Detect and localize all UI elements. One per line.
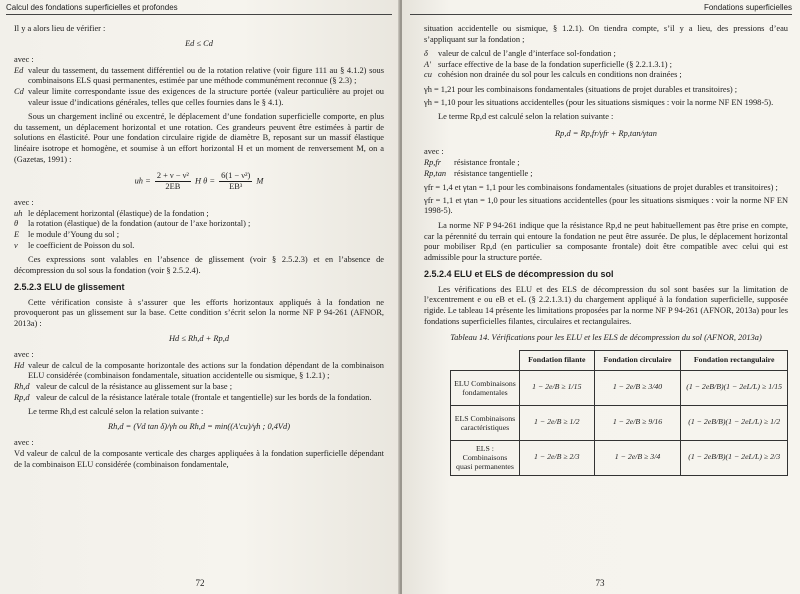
definition-theta <box>14 219 384 230</box>
symbol: Cd <box>14 86 24 96</box>
equation-ed-cd: Ed ≤ Cd <box>185 38 213 48</box>
gamma-fr-accidental: γfr = 1,1 et γtan = 1,0 pour les situations accidentelles (pour les situations sismiques : voir la norme NF EN 1998-5). <box>424 195 788 216</box>
paragraph-decompression: Les vérifications des ELU et des ELS de décompression du sol sont basées sur la limitation de l’excentrement e ou eB et eL (§ 2.2.1.3.1) du chargement appliqué à la fondation superficielle, supposée rigide. Le tableau 14 présente les limitations proposées par la norme NF P 94-261 (AFNOR, 2013a) pour les fondations superficielles filantes, circulaires et rectangulaires. <box>424 284 788 326</box>
table-header: Fondation circulaire <box>594 350 681 370</box>
table-header-empty <box>451 350 520 370</box>
table-cell: 1 − 2e/B ≥ 9/16 <box>594 405 681 440</box>
header-rule <box>410 14 792 15</box>
table-cell: (1 − 2eB/B)(1 − 2eL/L) ≥ 1/15 <box>681 370 788 405</box>
row-label: ELS Combinaisons caractéristiques <box>451 405 520 440</box>
symbol: θ <box>14 219 19 229</box>
eq-mid: H θ = <box>195 176 216 186</box>
verification-table <box>450 350 788 476</box>
table-row <box>451 440 788 475</box>
paragraph-norme: La norme NF P 94-261 indique que la résistance Rp,d ne peut habituellement pas être prise en compte, car la pérennité du terrain qui entoure la fondation ne peut être assurée. De plus, le déplacement horizontal pour mobiliser Rp,d (en particulier sa composante frontale) doit être compatible avec celui qui est admissible pour la structure portée. <box>424 220 788 262</box>
definition-cd <box>14 87 384 108</box>
gamma-fr-fundamental: γfr = 1,4 et γtan = 1,1 pour les combinaisons fondamentales (situations de projet durables et transitoires) ; <box>424 183 778 193</box>
definition-text: surface effective de la base de la fondation superficielle (§ 2.2.1.3.1) ; <box>438 59 673 69</box>
paragraph-rhd: Le terme Rh,d est calculé selon la relation suivante : <box>28 407 204 417</box>
definitions-rpd <box>424 158 788 179</box>
table-header: Fondation filante <box>519 350 594 370</box>
section-heading-decompression: 2.5.2.4 ELU et ELS de décompression du sol <box>424 269 614 280</box>
definition-delta <box>424 49 788 60</box>
symbol: Hd <box>14 360 25 370</box>
definition-text: valeur du tassement, du tassement différentiel ou de la rotation relative (voir figure 111 au § 4.1.2) sous combinaisons ELS quasi permanentes, estimée par une méthode communément reconnue (§ 2.3) ; <box>28 65 384 86</box>
table-row <box>451 370 788 405</box>
numerator: 2 + ν − ν² <box>156 171 189 181</box>
table-header: Fondation rectangulaire <box>681 350 788 370</box>
definition-text: valeur de calcul de l’angle d’interface sol-fondation ; <box>438 49 616 59</box>
definitions-displacement <box>14 209 384 251</box>
definition-e <box>14 230 384 241</box>
definition-vd: Vd valeur de calcul de la composante verticale des charges appliquées à la fondation superficielle dépendant de la combinaison ELU considérée (combinaison fondamentale, <box>14 449 384 469</box>
definition-text: résistance frontale ; <box>454 157 520 167</box>
right-page <box>402 0 800 594</box>
paragraph-validity: Ces expressions sont valables en l’absence de glissement (voir § 2.5.2.3) et en l’absence de décompression du sol sous la fondation (voir § 2.5.2.4). <box>14 255 384 275</box>
denominator: EB³ <box>229 182 243 192</box>
table-cell: 1 − 2e/B ≥ 1/15 <box>519 370 594 405</box>
definition-ed <box>14 66 384 87</box>
avec-label: avec : <box>14 55 34 65</box>
page-number-left: 72 <box>195 578 205 588</box>
paragraph-rpd: Le terme Rp,d est calculé selon la relation suivante : <box>438 112 614 122</box>
definition-rptan <box>424 169 788 180</box>
fraction-theta <box>219 171 252 192</box>
avec-label: avec : <box>14 350 34 360</box>
left-text-column <box>14 24 384 474</box>
definition-rpfr <box>424 158 788 169</box>
definitions-delta <box>424 49 788 81</box>
gamma-h-fundamental: γh = 1,21 pour les combinaisons fondamentales (situations de projet durables et transitoires) ; <box>424 84 738 94</box>
symbol: δ <box>424 49 428 59</box>
paragraph-glissement: Cette vérification consiste à s’assurer que les efforts horizontaux appliqués à la fondation ne provoqueront pas un glissement sur la base. Cette condition s’écrit selon la norme NF P 94-261 (AFNOR, 2013a) : <box>14 297 384 329</box>
paragraph-gazetas: Sous un chargement incliné ou excentré, le déplacement d’une fondation superficielle comporte, en plus du tassement, un déplacement horizontal et une rotation. Ces grandeurs peuvent être estimées à partir de solutions en élasticité. Pour une fondation circulaire rigide de diamètre B, reposant sur un massif élastique linéaire isotrope et homogène, et soumise à un effort horizontal H et un moment de renversement M, on a (Gazetas, 1991) : <box>14 112 384 164</box>
table-caption: Tableau 14. Vérifications pour les ELU et les ELS de décompression du sol (AFNOR, 2013a) <box>450 333 762 343</box>
symbol: A′ <box>424 59 431 69</box>
definition-text: le coefficient de Poisson du sol. <box>28 240 135 250</box>
symbol: ν <box>14 240 18 250</box>
avec-label: avec : <box>424 147 444 157</box>
eq-end: M <box>256 176 264 186</box>
symbol: uh <box>14 208 23 218</box>
definition-text: valeur de calcul de la composante horizontale des actions sur la fondation dépendant de la combinaison ELU considérée (combinaison fondamentale, situation accidentelle ou sismique, § 1.2.1) ; <box>28 360 384 381</box>
running-head-left: Calcul des fondations superficielles et profondes <box>6 3 178 12</box>
definition-text: valeur de calcul de la résistance au glissement sur la base ; <box>36 382 233 392</box>
symbol: Ed <box>14 65 24 75</box>
page-number-right: 73 <box>595 578 605 588</box>
definition-text: résistance tangentielle ; <box>454 168 533 178</box>
numerator: 6(1 − ν²) <box>221 171 251 181</box>
symbol: E <box>14 229 20 239</box>
gamma-h-accidental: γh = 1,10 pour les situations accidentelles (pour les situations sismiques : voir la norme NF EN 1998-5). <box>424 97 774 107</box>
definition-hd <box>14 361 384 382</box>
definition-text: le module d’Young du sol ; <box>28 229 120 239</box>
definition-nu <box>14 241 384 252</box>
table-row <box>451 405 788 440</box>
definition-cu <box>424 70 788 81</box>
symbol: Rp,fr <box>424 157 441 167</box>
symbol: Rp,d <box>14 392 30 402</box>
definitions-ed-cd <box>14 66 384 108</box>
symbol: Rp,tan <box>424 168 447 178</box>
table-cell: 1 − 2e/B ≥ 3/4 <box>594 440 681 475</box>
paragraph-continuation: situation accidentelle ou sismique, § 1.2.1). On tiendra compte, s’il y a lieu, des pressions d’eau s’appliquant sur la fondation ; <box>424 24 788 44</box>
symbol: Rh,d <box>14 382 30 392</box>
avec-label: avec : <box>14 198 34 208</box>
table-cell: 1 − 2e/B ≥ 2/3 <box>519 440 594 475</box>
definition-text: cohésion non drainée du sol pour les calculs en conditions non drainées ; <box>438 70 682 80</box>
definition-text: valeur limite correspondante issue des exigences de la structure portée (valeur particulière au projet ou valeur issue d’indications générales, telles que celles fournies dans le § 4.1). <box>28 86 384 107</box>
row-label: ELU Combinaisons fondamentales <box>451 370 520 405</box>
table-header-row <box>451 350 788 370</box>
section-heading-glissement: 2.5.2.3 ELU de glissement <box>14 282 125 293</box>
right-text-column <box>424 24 788 476</box>
running-head-right: Fondations superficielles <box>703 3 792 12</box>
avec-label: avec : <box>14 438 34 448</box>
denominator: 2EB <box>165 182 181 192</box>
equation-rhd: Rh,d = (Vd tan δ)/γh ou Rh,d = min((A′cu)/γh ; 0,4Vd) <box>107 421 291 431</box>
table-cell: (1 − 2eB/B)(1 − 2eL/L) ≥ 1/2 <box>681 405 788 440</box>
equation-rpd: Rp,d = Rp,fr/γfr + Rp,tan/γtan <box>555 128 657 138</box>
definition-uh <box>14 209 384 220</box>
definition-a-prime <box>424 60 788 71</box>
header-rule <box>6 14 392 15</box>
definitions-glissement <box>14 361 384 403</box>
equation-displacement <box>14 171 384 192</box>
table-cell: 1 − 2e/B ≥ 3/40 <box>594 370 681 405</box>
definition-rhd <box>14 382 384 393</box>
row-label: ELS : Combinaisons quasi permanentes <box>451 440 520 475</box>
definition-text: le déplacement horizontal (élastique) de la fondation ; <box>28 208 209 218</box>
definition-rpd <box>14 393 384 404</box>
table-cell: 1 − 2e/B ≥ 1/2 <box>519 405 594 440</box>
fraction-uh <box>155 171 191 192</box>
table-cell: (1 − 2eB/B)(1 − 2eL/L) ≥ 2/3 <box>681 440 788 475</box>
definition-text: valeur de calcul de la résistance latérale totale (frontale et tangentielle) sur les bords de la fondation. <box>36 392 372 402</box>
equation-glissement: Hd ≤ Rh,d + Rp,d <box>168 333 230 343</box>
eq-lhs: uh = <box>134 176 151 186</box>
definition-text: la rotation (élastique) de la fondation (autour de l’axe horizontal) ; <box>28 219 251 229</box>
symbol: cu <box>424 70 432 80</box>
intro-text: Il y a alors lieu de vérifier : <box>14 24 106 33</box>
